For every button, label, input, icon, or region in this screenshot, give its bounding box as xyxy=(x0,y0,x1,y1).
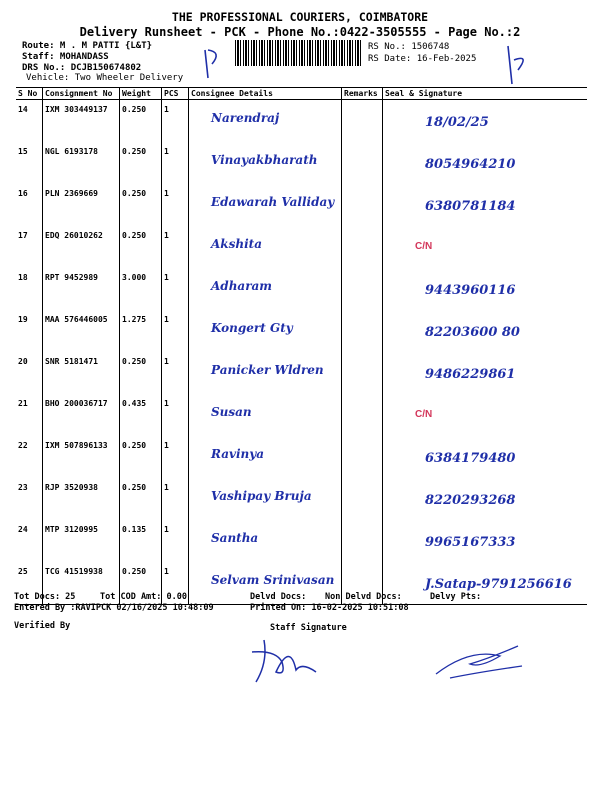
consignment-number-cell xyxy=(43,184,120,226)
consignee-details-cell xyxy=(189,310,342,352)
serial-number-cell xyxy=(16,184,43,226)
consignee-details-cell xyxy=(189,436,342,478)
column-header: Remarks xyxy=(342,88,383,100)
serial-number-cell xyxy=(16,226,43,268)
weight-cell-text: 0.250 xyxy=(122,189,147,198)
serial-number-cell-text: 24 xyxy=(18,525,28,534)
table-header-row xyxy=(16,88,587,100)
seal-signature-cell xyxy=(383,436,588,478)
serial-number-cell-text: 25 xyxy=(18,567,28,576)
weight-cell xyxy=(120,436,162,478)
consignment-number-cell xyxy=(43,478,120,520)
document-title: THE PROFESSIONAL COURIERS, COIMBATORE xyxy=(171,10,429,24)
table-row xyxy=(16,226,587,268)
consignee-details-cell xyxy=(189,478,342,520)
remarks-cell xyxy=(342,394,383,436)
table-row xyxy=(16,100,587,143)
consignment-number-cell xyxy=(43,100,120,143)
column-header: Seal & Signature xyxy=(383,88,588,100)
remarks-cell xyxy=(342,520,383,562)
seal-signature-cell-text: 9486229861 xyxy=(425,367,516,382)
seal-signature-cell xyxy=(383,520,588,562)
pieces-cell xyxy=(162,226,189,268)
weight-cell xyxy=(120,394,162,436)
serial-number-cell xyxy=(16,520,43,562)
staff-signature-drawing xyxy=(246,632,326,687)
column-header: Consignee Details xyxy=(189,88,342,100)
consignee-details-cell-text: Panicker Wldren xyxy=(211,363,324,377)
consignment-number-cell xyxy=(43,226,120,268)
seal-signature-cell xyxy=(383,352,588,394)
serial-number-cell-text: 21 xyxy=(18,399,28,408)
seal-signature-cell xyxy=(383,562,588,605)
seal-signature-cell xyxy=(383,268,588,310)
remarks-cell xyxy=(342,184,383,226)
pieces-cell-text: 1 xyxy=(164,483,169,492)
serial-number-cell-text: 23 xyxy=(18,483,28,492)
pieces-cell-text: 1 xyxy=(164,105,169,114)
weight-cell xyxy=(120,142,162,184)
barcode xyxy=(235,40,363,66)
document-subtitle: Delivery Runsheet - PCK - Phone No.:0422-3505555 - Page No.:2 xyxy=(79,25,521,39)
consignee-details-cell xyxy=(189,184,342,226)
serial-number-cell-text: 14 xyxy=(18,105,28,114)
seal-signature-cell xyxy=(383,394,588,436)
seal-signature-cell xyxy=(383,142,588,184)
consignment-number-cell-text: MAA 576446005 xyxy=(45,315,108,324)
vehicle-label: Vehicle: Two Wheeler Delivery xyxy=(26,73,184,83)
consignee-details-cell-text: Adharam xyxy=(211,279,272,293)
pieces-cell-text: 1 xyxy=(164,441,169,450)
seal-signature-cell-text: C/N xyxy=(415,409,433,420)
seal-signature-cell-text: 9443960116 xyxy=(425,283,516,298)
table-row xyxy=(16,310,587,352)
consignment-number-cell-text: PLN 2369669 xyxy=(45,189,98,198)
delivered-docs: Delvd Docs: xyxy=(250,592,307,602)
consignee-details-cell xyxy=(189,394,342,436)
serial-number-cell-text: 18 xyxy=(18,273,28,282)
seal-signature-cell-text: 6384179480 xyxy=(425,451,516,466)
column-header: Consignment No xyxy=(43,88,120,100)
serial-number-cell xyxy=(16,142,43,184)
remarks-cell xyxy=(342,310,383,352)
weight-cell-text: 0.250 xyxy=(122,567,147,576)
consignee-details-cell xyxy=(189,100,342,143)
seal-signature-cell-text: 18/02/25 xyxy=(425,115,489,130)
consignment-number-cell xyxy=(43,142,120,184)
weight-cell-text: 1.275 xyxy=(122,315,147,324)
weight-cell xyxy=(120,268,162,310)
weight-cell-text: 0.250 xyxy=(122,483,147,492)
weight-cell xyxy=(120,352,162,394)
consignment-number-cell xyxy=(43,394,120,436)
rs-date: RS Date: 16-Feb-2025 xyxy=(368,54,477,64)
consignee-details-cell-text: Narendraj xyxy=(211,111,280,125)
pieces-cell xyxy=(162,352,189,394)
delivery-points: Delvy Pts: xyxy=(430,592,482,602)
column-header: S No xyxy=(16,88,43,100)
consignment-number-cell-text: EDQ 26010262 xyxy=(45,231,103,240)
pieces-cell-text: 1 xyxy=(164,525,169,534)
weight-cell xyxy=(120,478,162,520)
weight-cell xyxy=(120,226,162,268)
weight-cell-text: 0.250 xyxy=(122,147,147,156)
consignment-number-cell-text: RPT 9452989 xyxy=(45,273,98,282)
pieces-cell xyxy=(162,184,189,226)
consignment-number-cell xyxy=(43,268,120,310)
seal-signature-cell-text: 9965167333 xyxy=(425,535,516,550)
serial-number-cell-text: 17 xyxy=(18,231,28,240)
serial-number-cell-text: 22 xyxy=(18,441,28,450)
pieces-cell xyxy=(162,520,189,562)
consignee-details-cell xyxy=(189,142,342,184)
remarks-cell xyxy=(342,142,383,184)
pen-mark-icon xyxy=(496,40,536,90)
serial-number-cell xyxy=(16,478,43,520)
seal-signature-cell xyxy=(383,184,588,226)
consignment-number-cell-text: RJP 3520938 xyxy=(45,483,98,492)
column-header: PCS xyxy=(162,88,189,100)
remarks-cell xyxy=(342,436,383,478)
consignee-details-cell xyxy=(189,352,342,394)
serial-number-cell-text: 15 xyxy=(18,147,28,156)
runsheet-table xyxy=(16,87,587,605)
remarks-cell xyxy=(342,352,383,394)
remarks-cell xyxy=(342,100,383,143)
consignee-details-cell-text: Akshita xyxy=(211,237,262,251)
serial-number-cell xyxy=(16,310,43,352)
seal-signature-cell-text: 8054964210 xyxy=(425,157,516,172)
consignment-number-cell-text: IXM 507896133 xyxy=(45,441,108,450)
seal-signature-cell xyxy=(383,310,588,352)
entered-by: Entered By :RAVIPCK 02/16/2025 10:48:09 xyxy=(14,603,214,613)
table-row xyxy=(16,478,587,520)
non-delivered-docs: Non Delvd Docs: xyxy=(325,592,402,602)
pieces-cell-text: 1 xyxy=(164,357,169,366)
consignment-number-cell-text: NGL 6193178 xyxy=(45,147,98,156)
pieces-cell-text: 1 xyxy=(164,231,169,240)
weight-cell xyxy=(120,184,162,226)
route-label: Route: M . M PATTI {L&T} xyxy=(22,41,153,51)
weight-cell-text: 0.135 xyxy=(122,525,147,534)
rs-number: RS No.: 1506748 xyxy=(368,42,450,52)
serial-number-cell xyxy=(16,100,43,143)
seal-signature-cell-text: 82203600 80 xyxy=(425,325,520,340)
pieces-cell-text: 1 xyxy=(164,147,169,156)
consignee-details-cell-text: Santha xyxy=(211,531,259,545)
pieces-cell-text: 1 xyxy=(164,315,169,324)
consignment-number-cell-text: IXM 303449137 xyxy=(45,105,108,114)
total-cod-amount: Tot COD Amt: 0.00 xyxy=(100,592,187,602)
consignment-number-cell xyxy=(43,436,120,478)
pieces-cell xyxy=(162,142,189,184)
consignment-number-cell xyxy=(43,520,120,562)
table-row xyxy=(16,394,587,436)
seal-signature-cell xyxy=(383,226,588,268)
consignee-details-cell-text: Selvam Srinivasan xyxy=(211,573,335,587)
weight-cell xyxy=(120,520,162,562)
pieces-cell-text: 1 xyxy=(164,567,169,576)
consignee-details-cell-text: Susan xyxy=(211,405,252,419)
seal-signature-cell-text: C/N xyxy=(415,241,433,252)
pieces-cell xyxy=(162,436,189,478)
weight-cell-text: 0.250 xyxy=(122,441,147,450)
verified-by-label: Verified By xyxy=(14,621,71,631)
consignment-number-cell xyxy=(43,310,120,352)
weight-cell-text: 3.000 xyxy=(122,273,147,282)
weight-cell-text: 0.435 xyxy=(122,399,147,408)
consignment-number-cell-text: BHO 200036717 xyxy=(45,399,108,408)
weight-cell xyxy=(120,310,162,352)
table-row xyxy=(16,268,587,310)
weight-cell-text: 0.250 xyxy=(122,231,147,240)
serial-number-cell-text: 16 xyxy=(18,189,28,198)
column-header: Weight xyxy=(120,88,162,100)
consignee-details-cell-text: Vashipay Bruja xyxy=(211,489,312,503)
serial-number-cell xyxy=(16,394,43,436)
remarks-cell xyxy=(342,478,383,520)
consignee-details-cell xyxy=(189,520,342,562)
consignee-details-cell-text: Ravinya xyxy=(211,447,265,461)
pieces-cell xyxy=(162,394,189,436)
consignee-details-cell-text: Vinayakbharath xyxy=(211,153,318,167)
drs-label: DRS No.: DCJB150674802 xyxy=(22,63,142,73)
staff-signature-label: Staff Signature xyxy=(270,623,347,633)
table-row xyxy=(16,352,587,394)
weight-cell-text: 0.250 xyxy=(122,105,147,114)
seal-signature-cell xyxy=(383,100,588,143)
pieces-cell xyxy=(162,310,189,352)
consignee-details-cell xyxy=(189,226,342,268)
pieces-cell xyxy=(162,268,189,310)
serial-number-cell xyxy=(16,436,43,478)
consignment-number-cell xyxy=(43,352,120,394)
weight-cell xyxy=(120,100,162,143)
seal-signature-cell xyxy=(383,478,588,520)
weight-cell-text: 0.250 xyxy=(122,357,147,366)
total-docs: Tot Docs: 25 xyxy=(14,592,76,602)
table-row xyxy=(16,184,587,226)
pieces-cell-text: 1 xyxy=(164,399,169,408)
printed-on: Printed On: 16-02-2025 10:51:08 xyxy=(250,603,409,613)
seal-signature-cell-text: 6380781184 xyxy=(425,199,516,214)
pieces-cell-text: 1 xyxy=(164,273,169,282)
consignment-number-cell-text: SNR 5181471 xyxy=(45,357,98,366)
remarks-cell xyxy=(342,268,383,310)
consignee-details-cell-text: Kongert Gty xyxy=(211,321,293,335)
serial-number-cell xyxy=(16,352,43,394)
table-row xyxy=(16,142,587,184)
serial-number-cell xyxy=(16,268,43,310)
pieces-cell-text: 1 xyxy=(164,189,169,198)
seal-signature-cell-text: J.Satap-9791256616 xyxy=(425,577,572,592)
table-row xyxy=(16,436,587,478)
seal-signature-cell-text: 8220293268 xyxy=(425,493,516,508)
consignment-number-cell-text: MTP 3120995 xyxy=(45,525,98,534)
remarks-cell xyxy=(342,226,383,268)
table-row xyxy=(16,520,587,562)
consignee-details-cell xyxy=(189,268,342,310)
consignee-details-cell-text: Edawarah Valliday xyxy=(211,195,335,209)
verifier-signature-drawing xyxy=(430,638,530,683)
pieces-cell xyxy=(162,478,189,520)
serial-number-cell-text: 19 xyxy=(18,315,28,324)
serial-number-cell-text: 20 xyxy=(18,357,28,366)
staff-label: Staff: MOHANDASS xyxy=(22,52,109,62)
consignment-number-cell-text: TCG 41519938 xyxy=(45,567,103,576)
pieces-cell xyxy=(162,100,189,143)
pen-mark-icon xyxy=(200,44,230,84)
